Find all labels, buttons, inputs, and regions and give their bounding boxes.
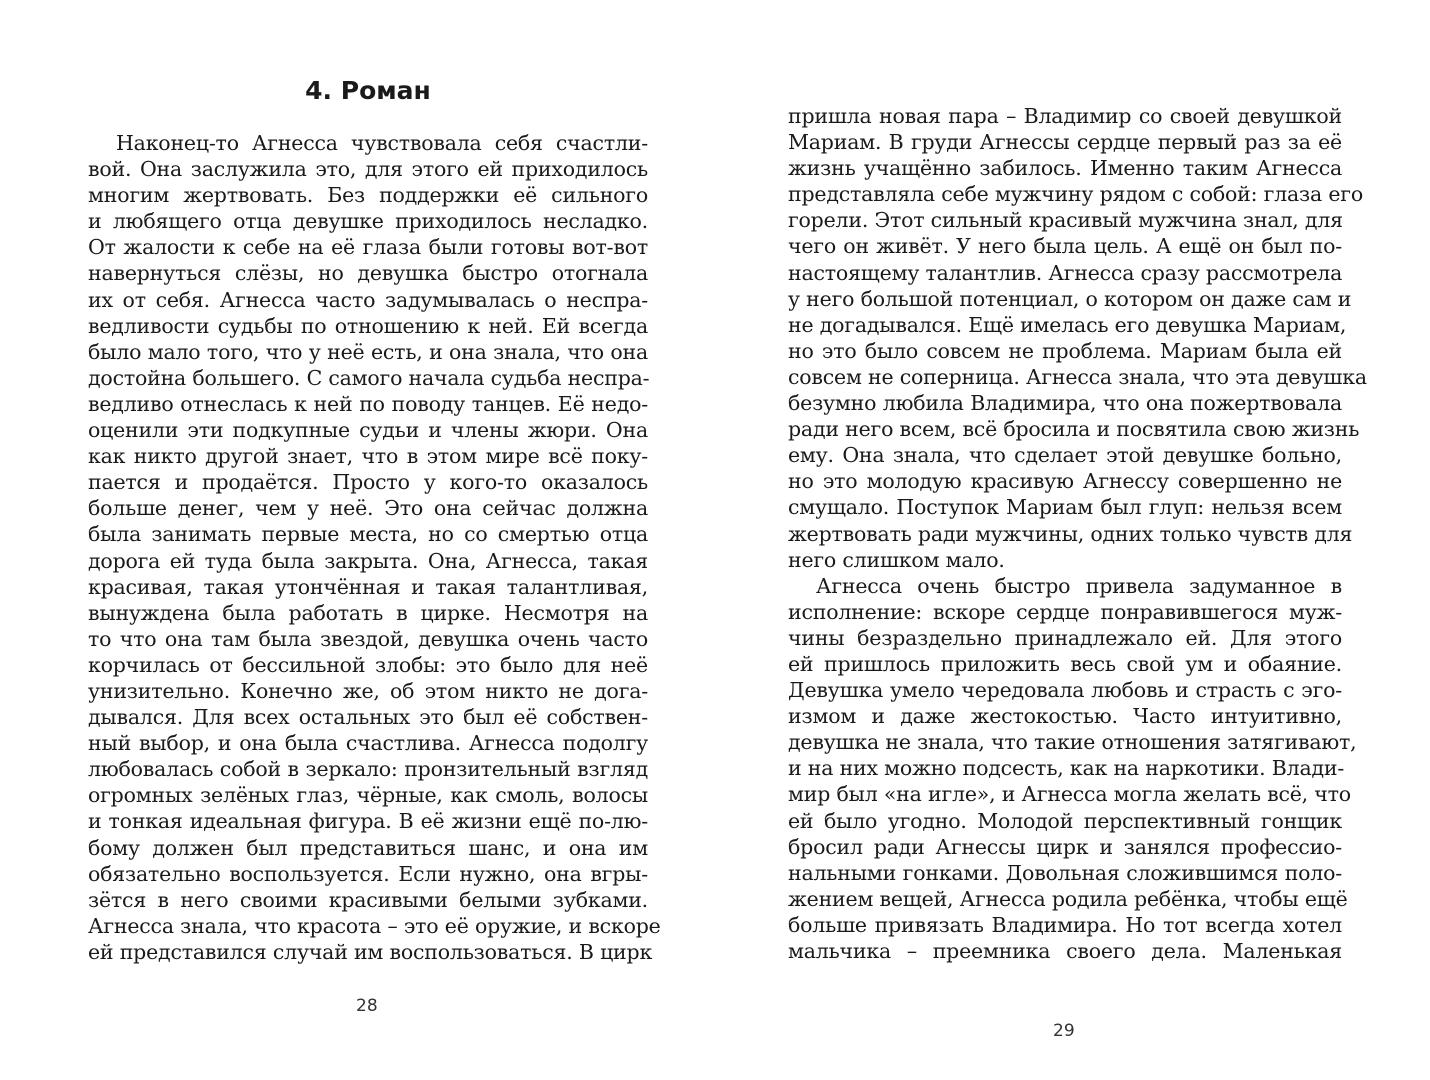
text-line: больше денег, чем у неё. Это она сейчас должна — [88, 496, 648, 521]
text-line: ей пришлось приложить весь свой ум и обаяние. — [788, 651, 1342, 676]
text-line: совсем не соперница. Агнесса знала, что эта девушка — [788, 364, 1367, 389]
text-line: От жалости к себе на её глаза были готовы вот-вот — [88, 235, 648, 260]
text-line: пришла новая пара – Владимир со своей девушкой — [788, 104, 1342, 128]
text-line: и любящего отца девушке приходилось несладко. — [88, 209, 648, 234]
text-line: чины безраздельно принадлежало ей. Для этого — [788, 625, 1342, 650]
text-line: ей было угодно. Молодой перспективный гонщик — [788, 808, 1342, 833]
chapter-title: 4. Роман — [305, 76, 431, 105]
text-line: и на них можно подсесть, как на наркотики. Влади- — [788, 756, 1345, 781]
text-line: жертвовать ради мужчины, одних только чувств для — [788, 521, 1353, 546]
left-page — [88, 0, 661, 1080]
text-line: Наконец-то Агнесса чувствовала себя счастли- — [116, 131, 648, 155]
text-line: вой. Она заслужила это, для этого ей приходилось — [88, 157, 648, 182]
text-line: но это было совсем не проблема. Мариам была ей — [788, 338, 1342, 363]
text-line: Девушка умело чередовала любовь и страсть с эго- — [788, 678, 1342, 703]
text-line: настоящему талантлив. Агнесса сразу рассмотрела — [788, 260, 1343, 285]
text-line: больше привязать Владимира. Но тот всегда хотел — [788, 912, 1342, 937]
text-line: было мало того, что у неё есть, и она знала, что она — [88, 339, 648, 364]
text-line: дывался. Для всех остальных это был её собствен- — [88, 705, 648, 730]
text-line: ей представился случай им воспользоваться. В цирк — [88, 939, 653, 964]
text-line: жением вещей, Агнесса родила ребёнка, чтобы ещё — [788, 886, 1348, 911]
text-line: корчилась от бессильной злобы: это было для неё — [88, 652, 648, 677]
text-line: бому должен был представиться шанс, и она им — [88, 835, 648, 860]
text-line: Мариам. В груди Агнессы сердце первый раз за её — [788, 130, 1342, 155]
text-line: безумно любила Владимира, что она пожертвовала — [788, 391, 1342, 416]
text-line: ему. Она знала, что сделает этой девушке больно, — [788, 443, 1342, 468]
text-line: и тонкая идеальная фигура. В её жизни ещё по-лю- — [88, 809, 648, 834]
text-line: то что она там была звездой, девушка очень часто — [88, 626, 648, 651]
text-line: их от себя. Агнесса часто задумывалась о неспра- — [88, 287, 648, 312]
text-line: зётся в него своими красивыми белыми зубками. — [88, 887, 648, 912]
right-page-text — [788, 103, 1367, 964]
text-line: чего он живёт. У него была цель. А ещё он был по- — [788, 234, 1342, 259]
text-line: исполнение: вскоре сердце понравившегося муж- — [788, 599, 1342, 624]
text-line: представляла себе мужчину рядом с собой: глаза его — [788, 182, 1363, 207]
text-line: не догадывался. Ещё имелась его девушка Мариам, — [788, 312, 1347, 337]
text-line: обязательно воспользуется. Если нужно, она вгры- — [88, 861, 648, 886]
text-line: него слишком мало. — [788, 547, 1005, 572]
text-line: была занимать первые места, но со смертью отца — [88, 522, 648, 547]
text-line: достойна большего. С самого начала судьба неспра- — [88, 365, 650, 390]
text-line: вынуждена была работать в цирке. Несмотря на — [88, 600, 648, 625]
text-line: ведливости судьбы по отношению к ней. Ей всегда — [88, 313, 648, 338]
right-page — [788, 0, 1367, 1080]
left-page-text — [88, 130, 661, 965]
text-line: многим жертвовать. Без поддержки её сильного — [88, 183, 648, 208]
text-line: девушка не знала, что такие отношения затягивают, — [788, 730, 1357, 755]
text-line: нальными гонками. Довольная сложившимся поло- — [788, 860, 1342, 885]
text-line: у него большой потенциал, о котором он даже сам и — [788, 286, 1352, 311]
text-line: жизнь учащённо забилось. Именно таким Агнесса — [788, 156, 1342, 181]
text-line: дорога ей туда была закрыта. Она, Агнесса, такая — [88, 548, 648, 573]
text-line: любовалась собой в зеркало: пронзительный взгляд — [88, 757, 648, 782]
page-number-right: 29 — [1053, 1021, 1075, 1041]
text-line: оценили эти подкупные судьи и члены жюри. Она — [88, 418, 648, 443]
text-line: мальчика – преемника своего дела. Маленькая — [788, 939, 1342, 963]
text-line: ный выбор, и она была счастлива. Агнесса подолгу — [88, 731, 648, 756]
text-line: красивая, такая утончённая и такая талантливая, — [88, 574, 648, 599]
text-line: Агнесса очень быстро привела задуманное в — [816, 573, 1342, 598]
text-line: мир был «на игле», и Агнесса могла желать всё, что — [788, 782, 1351, 807]
text-line: огромных зелёных глаз, чёрные, как смоль, волосы — [88, 783, 648, 808]
text-line: как никто другой знает, что в этом мире всё поку- — [88, 444, 648, 469]
text-line: смущало. Поступок Мариам был глуп: нельзя всем — [788, 495, 1342, 520]
text-line: но это молодую красивую Агнессу совершенно не — [788, 469, 1342, 494]
text-line: Агнесса знала, что красота – это её оружие, и вскоре — [88, 913, 661, 938]
text-line: ведливо отнеслась к ней по поводу танцев. Её недо- — [88, 391, 648, 416]
text-line: горели. Этот сильный красивый мужчина знал, для — [788, 208, 1343, 233]
text-line: измом и даже жестокостью. Часто интуитивно, — [788, 704, 1342, 729]
text-line: навернуться слёзы, но девушка быстро отогнала — [88, 261, 648, 286]
text-line: бросил ради Агнессы цирк и занялся профессио- — [788, 834, 1342, 859]
page-number-left: 28 — [356, 996, 378, 1016]
text-line: унизительно. Конечно же, об этом никто не дога- — [88, 678, 648, 703]
text-line: ради него всем, всё бросила и посвятила свою жизнь — [788, 417, 1360, 442]
text-line: пается и продаётся. Просто у кого-то оказалось — [88, 470, 648, 495]
